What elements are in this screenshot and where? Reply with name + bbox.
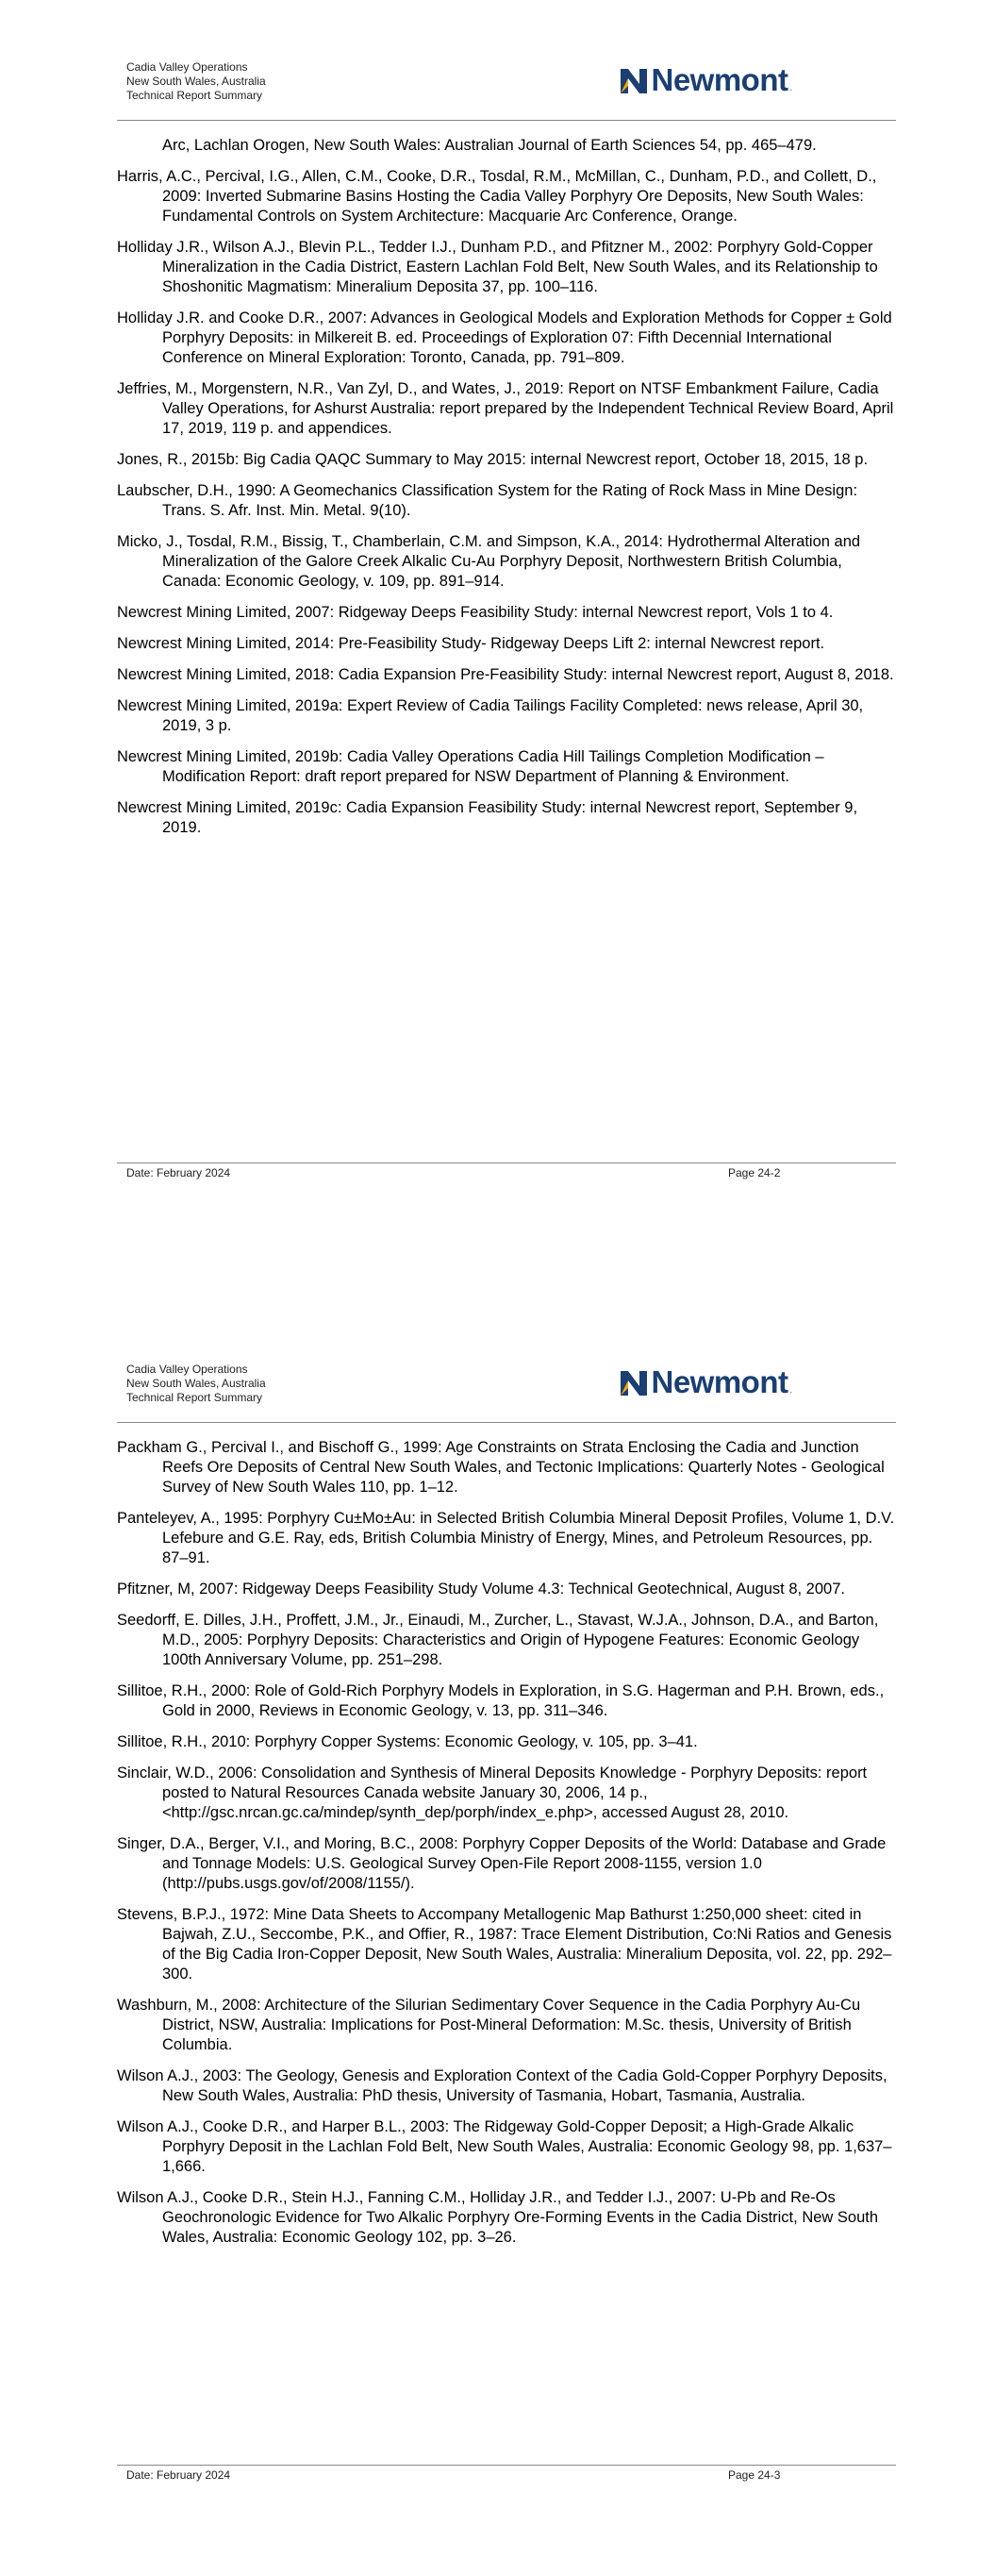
newmont-logo-mark-icon [621,67,649,93]
reference-entry: Newcrest Mining Limited, 2019a: Expert Review of Cadia Tailings Facility Completed: news release, April 30, 2019, 3 p. [117,697,864,734]
reference-entry: Jones, R., 2015b: Big Cadia QAQC Summary to May 2015: internal Newcrest report, October 18, 2015, 18 p. [117,451,869,468]
footer-date: Date: February 2024 [126,1166,231,1179]
logo-trademark-dot: . [789,83,792,92]
logo-wordmark: Newmont [651,1364,788,1399]
reference-entry: Sillitoe, R.H., 2010: Porphyry Copper Systems: Economic Geology, v. 105, pp. 3–41. [117,1733,698,1750]
reference-entry: Newcrest Mining Limited, 2019b: Cadia Valley Operations Cadia Hill Tailings Completion Modification – Modification Report: draft report prepared for NSW Department of Planning & Environment. [117,748,824,785]
reference-entry: Pfitzner, M, 2007: Ridgeway Deeps Feasibility Study Volume 4.3: Technical Geotechnical, August 8, 2007. [117,1581,845,1597]
reference-entry: Stevens, B.P.J., 1972: Mine Data Sheets to Accompany Metallogenic Map Bathurst 1:250,000 sheet: cited in Bajwah, Z.U., Seccombe, P.K., and Offier, R., 1987: Trace Element Distribution, Co:Ni Ratios and Genesis of the Big Cadia Iron-Copper Deposit, New South Wales, Australia: Mineralium Deposita, vol. 22, pp. 292–300. [117,1906,892,1982]
reference-entry: Seedorff, E. Dilles, J.H., Proffett, J.M., Jr., Einaudi, M., Zurcher, L., Stavast, W.J.A., Johnson, D.A., and Barton, M.D., 2005: Porphyry Deposits: Characteristics and Origin of Hypogene Features: Economic Geology 100th Anniversary Volume, pp. 251–298. [117,1612,879,1668]
footer-divider [117,2465,896,2466]
reference-entry: Washburn, M., 2008: Architecture of the Silurian Sedimentary Cover Sequence in the Cadia Porphyry Au-Cu District, NSW, Australia: Implications for Post-Mineral Deformation: M.Sc. thesis, University of British Columbia. [117,1997,861,2053]
header-info [126,60,266,103]
header-line-doctype: Technical Report Summary [126,89,263,102]
reference-entry: Holliday J.R. and Cooke D.R., 2007: Advances in Geological Models and Exploration Methods for Copper ± Gold Porphyry Deposits: in Milkereit B. ed. Proceedings of Exploration 07: Fifth Decennial International Conference on Mineral Exploration: Toronto, Canada, pp. 791–809. [117,309,892,366]
report-page-24-3 [0,1302,995,2557]
footer-date: Date: February 2024 [126,2468,231,2482]
newmont-logo-mark-icon [621,1369,649,1396]
header-info [126,1363,266,1405]
reference-entry: Newcrest Mining Limited, 2014: Pre-Feasibility Study- Ridgeway Deeps Lift 2: internal Newcrest report. [117,635,825,652]
footer-page-number: Page 24-2 [728,1166,781,1179]
reference-entry: Packham G., Percival I., and Bischoff G., 1999: Age Constraints on Strata Enclosing the Cadia and Junction Reefs Ore Deposits of Central New South Wales, and Tectonic Implications: Quarterly Notes - Geological Survey of New South Wales 110, pp. 1–12. [117,1439,885,1496]
reference-list [117,136,900,849]
header-line-operation: Cadia Valley Operations [126,60,248,74]
reference-entry: Singer, D.A., Berger, V.I., and Moring, B.C., 2008: Porphyry Copper Deposits of the World: Database and Grade and Tonnage Models: U.S. Geological Survey Open-File Report 2008-1155, version 1.0 (http://pubs.usgs.gov/of/2008/1155/). [117,1835,887,1892]
reference-entry: Jeffries, M., Morgenstern, N.R., Van Zyl, D., and Wates, J., 2019: Report on NTSF Embankment Failure, Cadia Valley Operations, for Ashurst Australia: report prepared by the Independent Technical Review Board, April 17, 2019, 119 p. and appendices. [117,380,894,437]
page-header [117,1361,896,1421]
reference-entry: Wilson A.J., Cooke D.R., Stein H.J., Fanning C.M., Holliday J.R., and Tedder I.J., 2007: U-Pb and Re-Os Geochronologic Evidence for Two Alkalic Porphyry Ore-Forming Events in the Cadia District, New South Wales, Australia: Economic Geology 102, pp. 3–26. [117,2189,879,2246]
logo-wordmark: Newmont [651,62,788,97]
reference-entry: Panteleyev, A., 1995: Porphyry Cu±Mo±Au: in Selected British Columbia Mineral Deposit Profiles, Volume 1, D.V. Lefebure and G.E. Ray, eds, British Columbia Ministry of Energy, Mines, and Petroleum Resources, pp. 87–91. [117,1510,895,1566]
newmont-logo [621,1366,792,1398]
reference-list [117,1438,900,2259]
reference-entry: Sillitoe, R.H., 2000: Role of Gold-Rich Porphyry Models in Exploration, in S.G. Hagerman and P.H. Brown, eds., Gold in 2000, Reviews in Economic Geology, v. 13, pp. 311–346. [117,1682,885,1719]
header-line-operation: Cadia Valley Operations [126,1363,248,1376]
reference-entry: Sinclair, W.D., 2006: Consolidation and Synthesis of Mineral Deposits Knowledge - Porphyry Deposits: report posted to Natural Resources Canada website January 30, 2006, 14 p., <http://gsc.nrcan.gc.ca/mindep/synth_dep/porph/index_e.php>, accessed August 28, 2010. [117,1765,868,1821]
logo-trademark-dot: . [789,1385,792,1395]
header-line-location: New South Wales, Australia [126,1377,266,1390]
reference-entry: Harris, A.C., Percival, I.G., Allen, C.M., Cooke, D.R., Tosdal, R.M., McMillan, C., Dunham, P.D., and Collett, D., 2009: Inverted Submarine Basins Hosting the Cadia Valley Porphyry Ore Deposits, New South Wales: Fundamental Controls on System Architecture: Macquarie Arc Conference, Orange. [117,168,877,225]
report-page-24-2 [0,0,995,1198]
reference-entry: Laubscher, D.H., 1990: A Geomechanics Classification System for the Rating of Rock Mass in Mine Design: Trans. S. Afr. Inst. Min. Metal. 9(10). [117,482,858,519]
reference-entry: Holliday J.R., Wilson A.J., Blevin P.L., Tedder I.J., Dunham P.D., and Pfitzner M., 2002: Porphyry Gold-Copper Mineralization in the Cadia District, Eastern Lachlan Fold Belt, New South Wales, and its Relationship to Shoshonitic Magmatism: Mineralium Deposita 37, pp. 100–116. [117,239,878,295]
newmont-logo [621,64,792,96]
header-line-location: New South Wales, Australia [126,75,266,88]
header-divider [117,120,896,121]
footer-page-number: Page 24-3 [728,2468,781,2482]
reference-entry: Newcrest Mining Limited, 2019c: Cadia Expansion Feasibility Study: internal Newcrest report, September 9, 2019. [117,799,858,836]
reference-entry: Wilson A.J., Cooke D.R., and Harper B.L., 2003: The Ridgeway Gold-Copper Deposit; a High-Grade Alkalic Porphyry Deposit in the Lachlan Fold Belt, New South Wales, Australia: Economic Geology 98, pp. 1,637–1,666. [117,2118,892,2175]
header-line-doctype: Technical Report Summary [126,1391,263,1404]
reference-entry: Newcrest Mining Limited, 2018: Cadia Expansion Pre-Feasibility Study: internal Newcrest report, August 8, 2018. [117,666,894,683]
page-header [117,59,896,119]
reference-entry: Wilson A.J., 2003: The Geology, Genesis and Exploration Context of the Cadia Gold-Copper Porphyry Deposits, New South Wales, Australia: PhD thesis, University of Tasmania, Hobart, Tasmania, Australia. [117,2067,887,2104]
reference-entry: Newcrest Mining Limited, 2007: Ridgeway Deeps Feasibility Study: internal Newcrest report, Vols 1 to 4. [117,604,834,621]
reference-entry: Micko, J., Tosdal, R.M., Bissig, T., Chamberlain, C.M. and Simpson, K.A., 2014: Hydrothermal Alteration and Mineralization of the Galore Creek Alkalic Cu-Au Porphyry Deposit, Northwestern British Columbia, Canada: Economic Geology, v. 109, pp. 891–914. [117,533,861,590]
header-divider [117,1422,896,1423]
reference-entry: Arc, Lachlan Orogen, New South Wales: Australian Journal of Earth Sciences 54, pp. 465–479. [162,137,817,154]
